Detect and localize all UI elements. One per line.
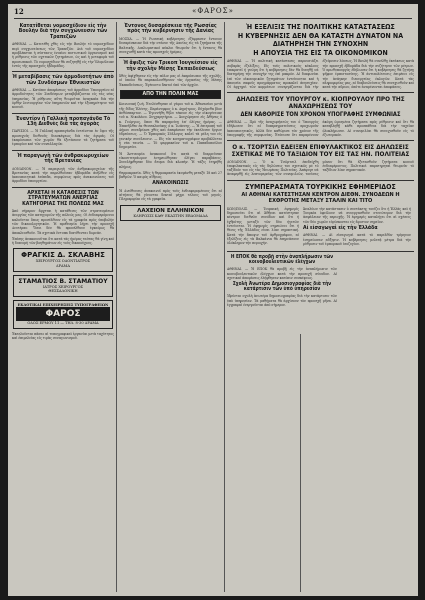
page-number: 12	[14, 7, 24, 16]
column-left	[12, 22, 114, 594]
headline: Η ΕΠΟΚ θὰ προβῇ στὴν ἀναπλήρωσιν τῶν κοινοβουλευτικῶν ἐλέγχων	[230, 255, 334, 266]
advertisement: ΛΑΧΕΙΟΝ ΕΛΛΗΝΙΚΟΝ ΚΛΗΡΩΣΙΣ ΚΑΘ' ΕΚΑΣΤΗΝ ΕΒΔΟΜΑΔΑ	[120, 205, 221, 222]
article-text: ΑΘΗΝΑΙ. — Κατόπιν ἀποφάσεως τοῦ ἁρμοδίου Ὑπουργείου αἱ ἁρμοδιότητες τῶν Συνδέσμων μεταβιβάζονται εἰς τὰς νέας ὑπηρεσίας. Ἡ ρύθμισις αὕτη θεωρεῖται ἀναγκαία διὰ τὴν ὀρθὴν λειτουργίαν τῶν ὑπηρεσιῶν καὶ τὴν ἐξυπηρέτησιν τοῦ κοινοῦ.	[12, 88, 114, 110]
headline: Η ΑΠΟΥΣΙΑ ΤΗΣ ΕΙΣ ΤΑ ΟΙΚΟΝΟΜΙΚΟΝ	[253, 49, 388, 58]
headline: ΑΝΑΚΟΙΝΩΣΙΣ	[152, 180, 189, 187]
headline: Η ΚΥΒΕΡΝΗΣΙΣ ΔΕΝ ΘΑ ΚΑΤΑΣΤΗ ΔΥΝΑΤΟΝ ΝΑ ΔΙΑΤΗΡΗΣΗ ΤΗΝ ΣΥΝΟΧΗΝ	[237, 32, 404, 48]
headline: ΔΗΛΩΣΕΙΣ ΤΟΥ ΥΠΟΥΡΓΟΥ κ. ΚΙΟΠΡΟΥΛΟΥ ΠΡΟ ΤΗΣ ΑΝΑΧΩΡΗΣΕΩΣ ΤΟΥ	[236, 95, 405, 111]
article-text: Ἱδρύεται σχολὴ ἀνωτέρα δημοσιογραφίας διὰ τὴν κατάρτισιν τῶν ὑπὸ ὑπηρεσίαν. Τὰ μαθήματα θὰ ἀρχίσουν τὸν προσεχῆ μῆνα. Αἱ ἐγγραφαὶ ἐνεργοῦνται ἀπὸ σήμερον.	[227, 294, 337, 307]
article-text: Ἐκτελοῦνται πᾶσαι αἱ τυπογραφικαὶ ἐργασίαι μετὰ ταχύτητος καὶ ἐπιμελείας εἰς τιμὰς συναγωνισμοῦ.	[12, 332, 114, 341]
column-right	[227, 22, 414, 594]
masthead: «ΦΑΡΟΣ»	[192, 7, 234, 15]
headline: Ἡ ΕΞΕΛΙΞΙΣ ΤΗΣ ΠΟΛΙΤΙΚΗΣ ΚΑΤΑΣΤΑΣΕΩΣ	[246, 23, 395, 31]
article-text: Χθὲς ἀφίχθησαν εἰς τὴν πόλιν μας οἱ ἐκπρόσωποι τῆς σχολῆς, οἱ ὁποῖοι θὰ παρακολουθήσουν τὰς ἐργασίας τῆς Μέσης Ἐκπαιδεύσεως. Ἐγένοντο δεκτοὶ ὑπὸ τῶν ἀρχῶν.	[119, 74, 222, 87]
ad-subtitle: ΧΕΙΡΟΥΡΓΟΣ ΟΔΟΝΤΙΑΤΡΟΣ	[35, 259, 91, 264]
headline: Ἐναντίον ἡ Γαλλικὴ προπαγάνδα Τὸ 13ὴ Διεθνὲς διὰ τὰς ἀγορὰς	[15, 115, 111, 127]
headline: Ο κ. ΤΣΟΡΤΣΙΛ ΕΔΕΙΞΕΝ ΕΠΙΦΥΛΑΚΤΙΚΟΣ ΕΙΣ ΔΗΛΩΣΕΙΣ ΣΧΕΤΙΚΑΣ ΜΕ ΤΟ ΤΑΞΙΔΙΟΝ ΤΟΥ ΕΙΣ ΤΑΣ ΗΝ. ΠΟΛΙΤΕΙΑΣ	[231, 143, 410, 158]
article-text: ΑΘΗΝΑΙ. — Ἡ ΕΠΟΚ θὰ προβῇ εἰς τὴν ἀναπλήρωσιν τῶν κοινοβουλευτικῶν ἐλέγχων κατὰ τὴν προσεχῆ σύνοδον. Αἱ σχετικαὶ ἀποφάσεις ἐλήφθησαν κατόπιν συσκέψεως.	[227, 267, 337, 281]
headline: Ἡ ἄφιξις τῶν Τρικοπ Ἰουγκέσιον εἰς τὴν σχολὴν Μέσης Ἐκπαιδεύσεως	[123, 60, 218, 72]
headline: ΑΡΧΕΤΑΙ Η ΚΑΤΑΘΕΣΙΣ ΤΩΝ ΣΤΡΑΤΕΥΜΑΤΩΝ ΑΝΕΡΓΙΑΣ ΚΑΤΗΓΟΡΙΑΣ ΤΗΣ ΠΟΛΕΩΣ ΜΑΣ	[22, 189, 104, 207]
headline: Ἡ παραγωγὴ τῶν ἀνθρακωρυχείων τῆς Βρετανίας	[17, 152, 109, 165]
article-text: ΑΘΗΝΑΙ. — Κατετέθη χθὲς εἰς τὴν Βουλὴν τὸ νομοσχέδιον περὶ συγχωνεύσεως τῶν Τραπεζῶν. Διὰ τοῦ νομοσχεδίου προβλέπεται ἡ σύστασις ἑνιαίου πιστωτικοῦ ὀργανισμοῦ καὶ ἡ ρύθμισις τῶν σχετικῶν ζητημάτων, ὡς καὶ ἡ μεταφορὰ τοῦ προσωπικοῦ. Τὸ νομοσχέδιον θὰ συζητηθῇ εἰς τὴν Ὁλομέλειαν ἐντὸς τῆς προσεχοῦς ἑβδομάδος.	[12, 42, 114, 68]
headline: ΑΙ ΑΘΗΝΑΙ ΚΑΤΕΣΤΗΣΑΝ ΚΕΝΤΡΟΝ ΔΙΕΘΝ. ΣΥΝΟΔΕΩΝ Η ΕΧΘΡΟΤΗΣ ΜΕΤΑΞΥ ΣΤΑΛΙΝ ΚΑΙ ΤΙΤΟ	[241, 192, 400, 204]
article-text: Ἐπίσης ἀνακοινοῦται ὅτι κατὰ τὰς ἡμέρας ταύτας θὰ γίνῃ καὶ ἡ διανομὴ τῶν βοηθημάτων εἰς τοὺς δικαιούχους.	[12, 236, 114, 246]
article-text: ΠΑΡΙΣΙΟΙ. — Ἡ Γαλλικὴ προπαγάνδα ἐντείνεται ἐν ὄψει τῆς προσεχοῦς διεθνοῦς διασκέψεως διὰ τὰς ἀγοράς. Οἱ ἐκπρόσωποι τῶν χωρῶν θὰ ἐξετάσουν τὰ ζητήματα τοῦ ἐμπορίου καὶ τῶν συναλλαγῶν.	[12, 129, 114, 147]
article-text: ΜΟΣΧΑ. — Ἡ Ρωσσικὴ κυβέρνησις ἐξέφρασεν ἔντονον δυσαρέσκειαν διὰ τὴν στάσιν τῆς Δανίας εἰς τὰ ζητήματα τῆς Βαλτικῆς. Διπλωματικοὶ κύκλοι θεωροῦν ὅτι ἡ ἔντασις θὰ συνεχισθῇ κατὰ τὰς προσεχεῖς ἡμέρας.	[119, 36, 222, 54]
page-header	[14, 6, 412, 19]
headline: Αἱ εἰσαγωγαὶ εἰς τὴν Ἑλλάδα	[303, 225, 378, 232]
article-text: Ἡ Διεύθυνσις ἀνακοινοῖ πρὸς τοὺς ἐνδιαφερομένους ὅτι αἱ αἰτήσεις θὰ γίνονται δεκταὶ μέχρι τέλους τοῦ μηνός. Πληροφορίαι εἰς τὰ γραφεῖα.	[119, 188, 222, 202]
ad-title: ΕΚΔΟΤΙΚΑΙ ΕΠΙΧΕΙΡΗΣΕΙΣ ΤΥΠΟΓΡΑΦΕΙΩΝ	[17, 302, 109, 307]
article-text: ΑΘΗΝΑΙ. — Αἱ εἰσαγωγαὶ κατὰ τὸ παρελθὸν τρίμηνον ἐσημείωσαν αὔξησιν. Ἡ κυβέρνησις μελετᾷ μέτρα διὰ τὴν ρύθμισιν τοῦ ἐμπορικοῦ ἰσοζυγίου.	[303, 233, 411, 247]
newspaper-page	[8, 4, 418, 596]
advertisement	[13, 300, 113, 329]
headline: ΣΥΜΠΕΡΑΣΜΑΤΑ ΤΟΥΡΚΙΚΗΣ ΕΦΗΜΕΡΙΔΟΣ	[245, 182, 396, 191]
article-text: ΛΟΝΔΙΝΟΝ. — Ἡ παραγωγὴ τῶν ἀνθρακωρυχείων τῆς Βρετανίας κατὰ τὴν παρελθοῦσαν ἑβδομάδα ἀνῆλθεν εἰς ἱκανοποιητικὰ ἐπίπεδα, συμφώνως πρὸς ἀνακοινώσεις τοῦ ἁρμοδίου ὑπουργείου.	[12, 166, 114, 184]
ad-name: ΣΤΑΜΑΤΙΟΣ Β. ΣΤΑΜΑΤΙΟΥ	[18, 277, 108, 285]
article-text: Κοινωνικὴ ζωή. Ἐτελέσθησαν οἱ γάμοι τοῦ κ. Ἀθανασίου μετὰ τῆς δίδος Ἑλένης. Παράνυμφος ὁ κ. Δημήτριος. Εὐχόμεθα βίον ἀνθόσπαρτον. — Ἐγεννήθη θῆλυ τέκνον εἰς τὴν οἰκογένειαν τοῦ κ. Νικολάου. Συγχαρητήρια. — Ἀνεχώρησεν εἰς Ἀθήνας ὁ κ. Γεώργιος, ὅπου θὰ παραμείνῃ ἐπ' ὀλίγας ἡμέρας. — Ἐπανῆλθεν ἐκ Θεσσαλονίκης ὁ κ. Ἰωάννης. — Ἡ ἐπιτροπὴ τοῦ Δήμου συνεδρίασε χθὲς καὶ ἀπεφάσισε τὴν ἐκτέλεσιν ἔργων ὑδρεύσεως. — Ὁ Ἐμπορικὸς Σύλλογος καλεῖ τὰ μέλη του εἰς γενικὴν συνέλευσιν. — Εἰς τὸν κινηματογράφον προβάλλεται ἡ νέα ταινία. — Τὸ φαρμακεῖον τοῦ κ. Παπαδοπούλου διημερεύει.	[119, 102, 222, 150]
headline: Κατατίθεται νομοσχέδιον εἰς τὴν Βουλὴν διὰ τὴν συγχώνευσιν τῶν Τραπεζῶν	[18, 23, 108, 40]
ad-name: ΦΑΡΟΣ	[16, 307, 110, 321]
ad-name: ΛΑΧΕΙΟΝ ΕΛΛΗΝΙΚΟΝ	[137, 207, 204, 214]
article-text: Ἡ Ἀστυνομία ἀνακοινοῖ ὅτι κατὰ τὸ διαρρεῦσαν εἰκοσιτετράωρον ἐσημειώθησαν ὀλίγαι παραβάσεις. Συνελήφθησαν δύο ἄτομα διὰ κλοπήν. Ἡ τάξις ἐτηρήθη πλήρως.	[119, 151, 222, 169]
sub-column	[227, 207, 299, 249]
sub-column	[303, 207, 411, 249]
two-column-block	[227, 207, 414, 249]
column-rule	[224, 22, 225, 592]
headline: Ἐντονος δυσαρέσκεια τῆς Ρωσσίας πρὸς τὴν κυβέρνησιν τῆς Δανίας	[124, 23, 217, 35]
article-text: ΑΘΗΝΑΙ. — Πρὸ τῆς ἀναχωρήσεώς του ὁ Ὑπουργὸς ἐδήλωσεν ὅτι αἱ διαπραγματεύσεις προχωροῦν ἱκανοποιητικῶς, ἀλλὰ δὲν καθώρισε τὸν χρόνον τῆς ὑπογραφῆς τῆς συμφωνίας. Ἐτόνισεν ὅτι παραμένουν ἀκόμη ὡρισμένα ζητήματα πρὸς ρύθμισιν καὶ ὅτι θὰ καταβληθῇ κάθε προσπάθεια διὰ τὴν ταχεῖαν ὁλοκλήρωσιν. Αἱ συνομιλίαι θὰ συνεχισθοῦν εἰς τὸ ἐξωτερικόν.	[227, 119, 414, 137]
article-text: Θερμοκρασία. Χθὲς ἡ θερμοκρασία ἐκυμάνθη μεταξὺ 18 καὶ 27 βαθμῶν. Ὁ καιρὸς αἴθριος.	[119, 170, 222, 180]
column-middle	[119, 22, 222, 594]
article-text: Ἀπὸ σήμερον ἄρχεται ἡ κατάθεσις τῶν στρατευμάτων ἀνεργίας τῶν κατηγοριῶν τῆς πόλεώς μας. Οἱ ἐνδιαφερόμενοι καλοῦνται ὅπως προσέλθουν εἰς τὰ γραφεῖα πρὸς ὑποβολὴν τῶν δικαιολογητικῶν. Ἡ προθεσμία λήγει τὴν προσεχῆ Δευτέραν. Ὅσοι δὲν θὰ προσέλθουν ἐγκαίρως θὰ ἀποκλεισθοῦν. Τὰ σχετικὰ ἔντυπα διατίθενται δωρεάν.	[12, 209, 114, 235]
advertisement: ΣΤΑΜΑΤΙΟΣ Β. ΣΤΑΜΑΤΙΟΥ ΙΑΤΡΟΣ ΧΕΙΡΟΥΡΓΟΣ ΘΕΣΣΑΛΟΝΙΚΗ	[13, 275, 113, 297]
article-text: ΑΘΗΝΑΙ. — Ἡ πολιτικὴ κατάστασις παρουσιάζει σοβαρὰς ἐξελίξεις. Εἰς τοὺς πολιτικοὺς κύκλους ἐπικρατεῖ ἡ γνώμη ὅτι ἡ κυβέρνησις δὲν θὰ δυνηθῇ νὰ διατηρήσῃ τὴν συνοχήν της ἐπὶ μακρόν. Αἱ διαφωνίαι ἐπὶ τῶν οἰκονομικῶν ζητημάτων ἐντείνονται καὶ ἡ ἀπουσία σαφοῦς προγράμματος προκαλεῖ ἀνησυχίαν. Οἱ ἀρχηγοὶ τῶν κομμάτων συνεργάζονται διὰ τὴν ἐξεύρεσιν λύσεως. Ἡ Βουλὴ θὰ συνέλθῃ ἐκτάκτως κατὰ τὴν προσεχῆ ἑβδομάδα διὰ τὴν συζήτησιν τῶν μέτρων. Ὁ πρωθυπουργὸς ἐδήλωσεν ὅτι ἡ κυβέρνησις θὰ ζητήσῃ ψῆφον ἐμπιστοσύνης. Ἡ ἀντιπολίτευσις ἐπιμένει εἰς τὴν ἀνάγκην διενεργείας ἐκλογῶν. Κατὰ τὰς πληροφορίας μας, αἱ διαβουλεύσεις θὰ συνεχισθοῦν καὶ κατὰ τὴν αὔριον, ὁπότε ἀναμένονται ἀποφάσεις.	[227, 59, 414, 90]
article-text: Ἀναλύων τὴν κατάστασιν ὁ συντάκτης τονίζει ὅτι ἡ Ἑλλὰς καὶ ἡ Τουρκία ὀφείλουν νὰ συνεργασθοῦν στενώτερον διὰ τὴν ἀσφάλειαν τῆς περιοχῆς. Ἡ ἐφημερὶς καταλήγει ὅτι αἱ σχέσεις τῶν δύο χωρῶν εὑρίσκονται εἰς ἄριστον σημεῖον.	[303, 206, 411, 224]
column-rule	[116, 22, 117, 592]
ad-subtitle: ΟΔΟΣ ΕΡΜΟΥ 11 — ΤΗΛ. 8-30 ΔΡΑΜΑ	[27, 321, 99, 326]
ad-name: ΦΡΑΓΚΙΣ Δ. ΣΚΛΑΒΗΣ	[21, 251, 105, 260]
headline: Ἡ μεταβίβασις τῶν ἀρμοδιοτήτων ἀπὸ τῶν Συνδέσμων Ἐθνικιστῶν	[12, 74, 114, 86]
article-text: ΛΟΝΔΙΝΟΝ. — Ὁ κ. Τσῶρτσιλ ἐπεδείχθη ἐπιφυλακτικὸς εἰς τὰς δηλώσεις του σχετικῶς μὲ τὸ ταξίδιόν του εἰς τὰς Ἡνωμένας Πολιτείας. Ἀπέφυγε νὰ ἀναφερθῇ εἰς λεπτομερείας τῶν συνομιλιῶν, τονίσας μόνον ὅτι θὰ ἐξετασθοῦν ζητήματα κοινοῦ ἐνδιαφέροντος. Πολιτικοὶ παρατηρηταὶ θεωροῦν τὸ ταξίδιον λίαν σημαντικόν.	[227, 159, 414, 177]
advertisement: ΦΡΑΓΚΙΣ Δ. ΣΚΛΑΒΗΣ ΧΕΙΡΟΥΡΓΟΣ ΟΔΟΝΤΙΑΤΡΟΣ ΔΡΑΜΑ	[13, 248, 113, 271]
ad-subtitle: ΙΑΤΡΟΣ ΧΕΙΡΟΥΡΓΟΣ	[42, 284, 84, 289]
section-title: ΑΠΟ ΤΗΝ ΠΟΛΙΝ ΜΑΣ	[120, 90, 221, 99]
article-text: ΚΩΝ/ΠΟΛΙΣ. — Τουρκικὴ ἐφημερὶς δημοσιεύει ὅτι αἱ Ἀθῆναι κατέστησαν κέντρον διεθνῶν συνόδων καὶ ὅτι ἡ ἐχθρότης μεταξὺ τῶν δύο ἡγετῶν ἐντείνεται. Ἡ ἐφημερὶς σημειώνει ὅτι ἡ θέσις τῆς Ἑλλάδος εἶναι λίαν σημαντική. Κατὰ τὴν ἄποψιν τοῦ ἀρθρογράφου, αἱ ἐξελίξεις εἰς τὰ Βαλκάνια θὰ ἐπηρεάσουν ὁλόκληρον τὴν περιοχήν.	[227, 206, 299, 246]
headline: Σχολὴ Ἀνωτέρα Δημοσιογραφίας διὰ τὴν κατάρτισιν τῶν ὑπὸ ὑπηρεσίαν	[232, 282, 332, 293]
headline: ΔΕΝ ΚΑΘΟΡΙΣΕ ΤΟΝ ΧΡΟΝΟΝ ΥΠΟΓΡΑΦΗΣ ΣΥΜΦΩΝΙΑΣ	[240, 111, 401, 118]
